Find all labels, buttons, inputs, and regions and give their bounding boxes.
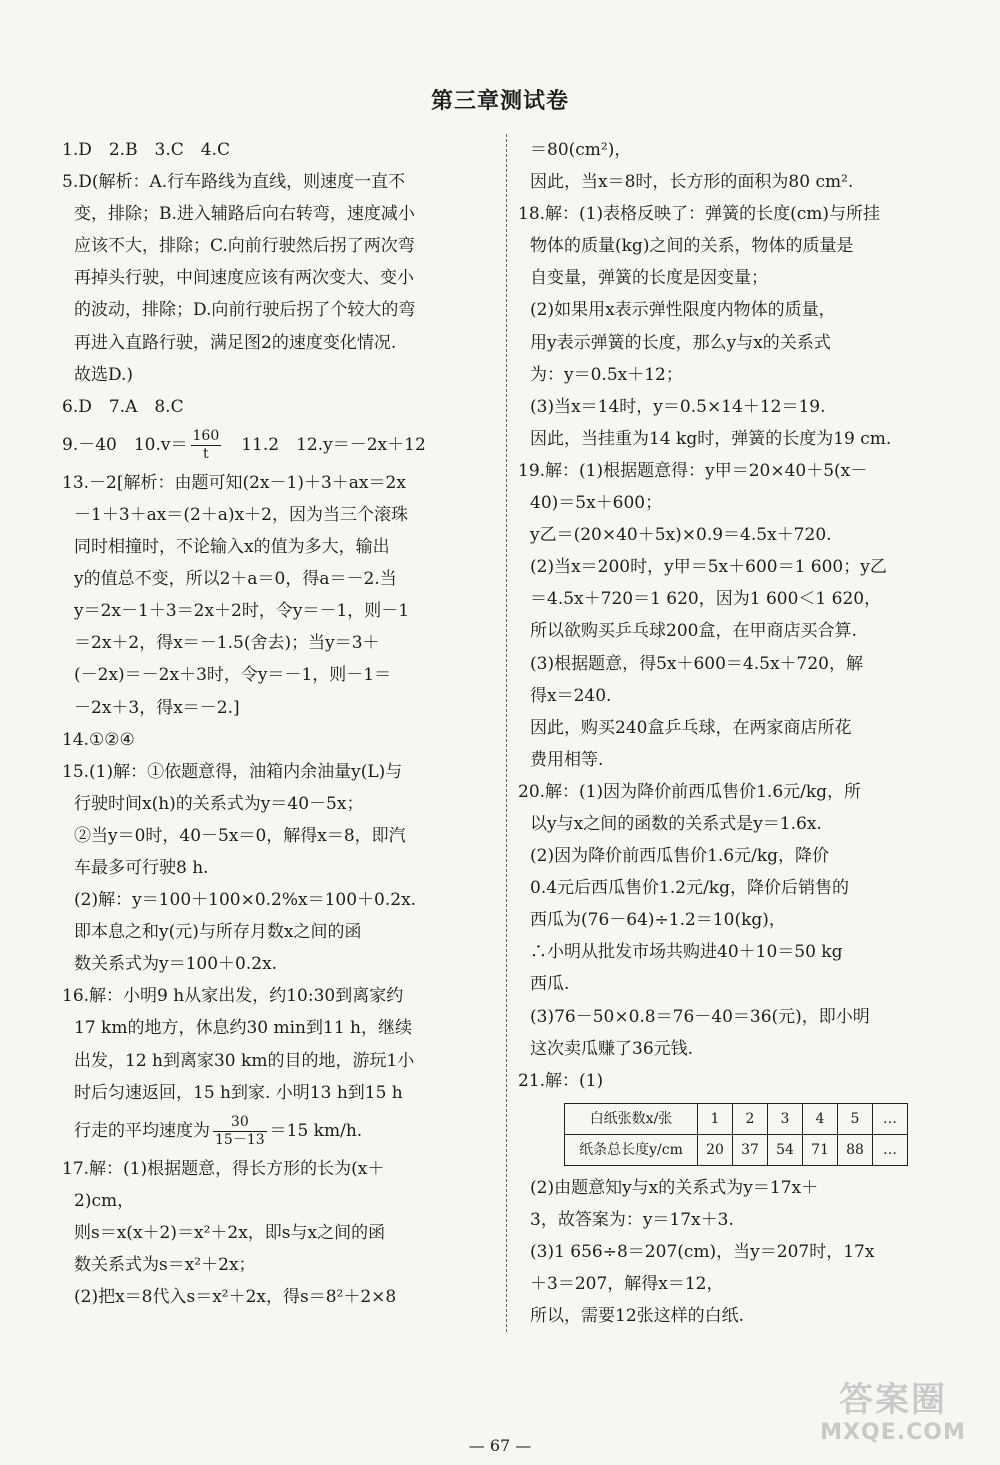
text-line: 1.D 2.B 3.C 4.C: [62, 140, 231, 160]
text-line: 15.(1)解：①依题意得，油箱内余油量y(L)与: [62, 761, 403, 782]
text-line: (2)把x＝8代入s＝x²＋2x，得s＝8²＋2×8: [74, 1287, 397, 1308]
text-line: 故选D.): [74, 364, 134, 385]
watermark-text: 答案圈: [839, 1380, 947, 1420]
watermark-logo: [808, 1380, 978, 1455]
text-line: 同时相撞时，不论输入x的值为多大，输出: [74, 537, 390, 558]
text-segment: ＝15 km/h.: [269, 1120, 363, 1141]
table-cell: 54: [768, 1134, 803, 1165]
text-line: (2)因为降价前西瓜售价1.6元/kg，降价: [530, 846, 830, 867]
text-segment: 行走的平均速度为: [74, 1120, 210, 1141]
text-segment: 11.2 12.y＝－2x＋12: [224, 434, 426, 455]
text-line: ＝80(cm²)，: [530, 140, 632, 160]
text-line: 变，排除；B.进入辅路后向右转弯，速度减小: [74, 204, 415, 225]
text-line: 13.－2[解析：由题可知(2x－1)＋3＋ax＝2x: [62, 472, 406, 493]
table-cell: …: [873, 1103, 908, 1134]
text-line: (3)根据题意，得5x＋600＝4.5x＋720，解: [530, 653, 864, 674]
table-cell: 71: [803, 1134, 838, 1165]
text-line: 因此，购买240盒乒乓球，在两家商店所花: [530, 717, 852, 738]
right-column: [518, 134, 944, 1332]
table-row: [565, 1103, 908, 1134]
text-line: 6.D 7.A 8.C: [62, 396, 184, 417]
answer-line-9-12: [62, 423, 500, 467]
table-cell: 20: [698, 1134, 733, 1165]
text-line: 21.解：(1): [518, 1070, 604, 1091]
fraction-denominator: t: [203, 445, 209, 462]
text-line: (3)1 656÷8＝207(cm)，当y＝207时，17x: [530, 1242, 875, 1262]
text-line: (－2x)＝－2x＋3时，令y＝－1，则－1＝: [74, 665, 392, 686]
text-line: 40)＝5x＋600；: [530, 493, 663, 514]
text-line: 西瓜为(76－64)÷1.2＝10(kg)，: [530, 910, 786, 931]
text-line: (3)76－50×0.8＝76－40＝36(元)，即小明: [530, 1006, 870, 1027]
text-line: 数关系式为y＝100＋0.2x.: [74, 954, 278, 975]
text-line: (2)由题意知y与x的关系式为y＝17x＋: [530, 1177, 819, 1198]
text-line: y乙＝(20×40＋5x)×0.9＝4.5x＋720.: [530, 525, 832, 546]
text-line: 以y与x之间的函数的关系式是y＝1.6x.: [530, 813, 822, 834]
answer-line-16-speed: [62, 1109, 500, 1153]
text-line: 这次卖瓜赚了36元钱.: [530, 1038, 694, 1059]
text-line: －2x＋3，得x＝－2.]: [74, 697, 240, 718]
text-line: ＝2x＋2，得x＝－1.5(舍去)；当y＝3＋: [74, 633, 380, 654]
fraction-numerator: 160: [192, 427, 220, 444]
text-line: 19.解：(1)根据题意得：y甲＝20×40＋5(x－: [518, 460, 868, 481]
table-row: [565, 1134, 908, 1165]
column-divider: [506, 134, 507, 1332]
text-line: y的值总不变，所以2＋a＝0，得a＝－2.当: [74, 569, 397, 590]
text-line: 再掉头行驶，中间速度应该有两次变大、变小: [74, 268, 414, 289]
text-segment: 9.－40 10.v＝: [62, 434, 188, 455]
text-line: 2)cm，: [74, 1190, 135, 1211]
table-cell: 2: [733, 1103, 768, 1134]
text-line: (2)当x＝200时，y甲＝5x＋600＝1 600；y乙: [530, 557, 887, 578]
text-line: 出发，12 h到离家30 km的目的地，游玩1小: [74, 1050, 415, 1071]
left-column: [62, 134, 500, 1313]
text-line: 费用相等.: [530, 749, 604, 770]
text-line: ＋3＝207，解得x＝12，: [530, 1274, 724, 1295]
text-line: (2)解：y＝100＋100×0.2%x＝100＋0.2x.: [74, 890, 417, 911]
text-line: 自变量，弹簧的长度是因变量；: [530, 268, 768, 289]
text-line: 车最多可行驶8 h.: [74, 857, 209, 878]
fraction: [213, 1114, 267, 1149]
text-line: ②当y＝0时，40－5x＝0，解得x＝8，即汽: [74, 825, 406, 846]
text-line: (3)当x＝14时，y＝0.5×14＋12＝19.: [530, 396, 826, 417]
table-cell: 37: [733, 1134, 768, 1165]
text-line: ＝4.5x＋720＝1 620，因为1 600＜1 620，: [530, 589, 882, 610]
text-line: 的波动，排除；D.向前行驶后拐了个较大的弯: [74, 300, 416, 321]
text-line: 0.4元后西瓜售价1.2元/kg，降价后销售的: [530, 878, 849, 899]
text-line: (2)如果用x表示弹性限度内物体的质量，: [530, 300, 836, 321]
text-line: 即本息之和y(元)与所存月数x之间的函: [74, 922, 362, 943]
text-line: 14.①②④: [62, 729, 135, 750]
page-number: — 67 —: [468, 1436, 532, 1455]
fraction: [191, 428, 222, 463]
text-line: 所以欲购买乒乓球200盒，在甲商店买合算.: [530, 621, 857, 642]
watermark-url: MXQE.COM: [820, 1420, 966, 1445]
text-line: 时后匀速返回，15 h到家. 小明13 h到15 h: [74, 1082, 403, 1103]
text-line: 西瓜.: [530, 974, 570, 995]
text-line: 应该不大，排除；C.向前行驶然后拐了两次弯: [74, 236, 415, 257]
text-line: 为：y＝0.5x＋12；: [530, 364, 683, 385]
text-line: ∴小明从批发市场共购进40＋10＝50 kg: [530, 942, 843, 963]
text-line: 5.D(解析：A.行车路线为直线，则速度一直不: [62, 172, 406, 193]
table-cell: 5: [838, 1103, 873, 1134]
text-line: －1＋3＋ax＝(2＋a)x＋2，因为当三个滚珠: [74, 504, 408, 525]
table-header-cell: 纸条总长度y/cm: [565, 1134, 698, 1165]
text-line: 行驶时间x(h)的关系式为y＝40－5x；: [74, 793, 364, 814]
table-cell: 4: [803, 1103, 838, 1134]
text-line: 17 km的地方，休息约30 min到11 h，继续: [74, 1018, 412, 1039]
page-title: 第三章测试卷: [430, 89, 569, 114]
table-cell: …: [873, 1134, 908, 1165]
text-line: 得x＝240.: [530, 685, 612, 706]
text-line: 则s＝x(x＋2)＝x²＋2x，即s与x之间的函: [74, 1222, 386, 1243]
table-header-cell: 白纸张数x/张: [565, 1103, 698, 1134]
text-line: 20.解：(1)因为降价前西瓜售价1.6元/kg，所: [518, 781, 862, 802]
text-line: 用y表示弹簧的长度，那么y与x的关系式: [530, 332, 831, 353]
table-cell: 1: [698, 1103, 733, 1134]
text-line: 17.解：(1)根据题意，得长方形的长为(x＋: [62, 1158, 385, 1179]
text-line: 18.解：(1)表格反映了：弹簧的长度(cm)与所挂: [518, 204, 881, 225]
table-cell: 3: [768, 1103, 803, 1134]
text-line: 3，故答案为：y＝17x＋3.: [530, 1209, 734, 1230]
text-line: 数关系式为s＝x²＋2x；: [74, 1255, 256, 1275]
fraction-numerator: 30: [213, 1114, 267, 1132]
answer-table: [564, 1103, 908, 1166]
fraction-denominator: 15－13: [215, 1131, 265, 1148]
text-line: 物体的质量(kg)之间的关系，物体的质量是: [530, 236, 854, 257]
text-line: 因此，当挂重为14 kg时，弹簧的长度为19 cm.: [530, 428, 892, 449]
text-line: 所以，需要12张这样的白纸.: [530, 1306, 745, 1327]
text-line: 16.解：小明9 h从家出发，约10:30到离家约: [62, 986, 404, 1007]
text-line: 因此，当x＝8时，长方形的面积为80 cm².: [530, 172, 854, 193]
text-line: 再进入直路行驶，满足图2的速度变化情况.: [74, 332, 397, 353]
text-line: y＝2x－1＋3＝2x＋2时，令y＝－1，则－1: [74, 601, 410, 622]
table-cell: 88: [838, 1134, 873, 1165]
